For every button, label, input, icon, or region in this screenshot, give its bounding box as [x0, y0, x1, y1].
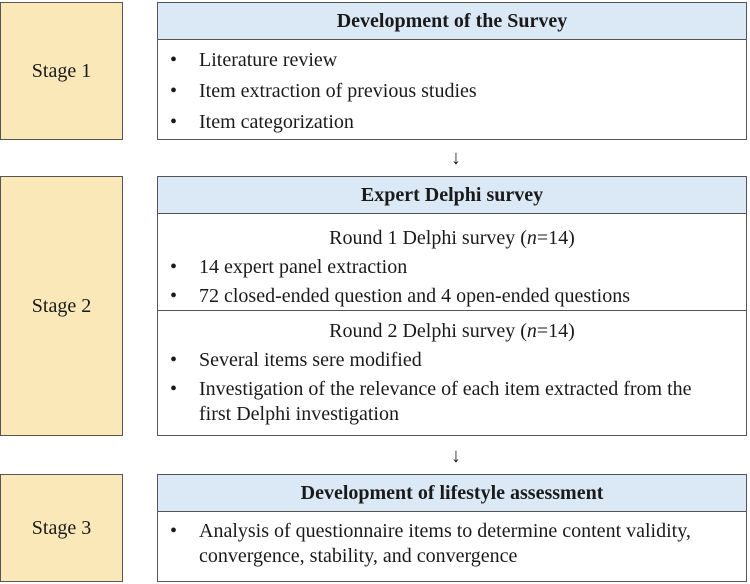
round-2-section	[158, 310, 746, 427]
round-2-title: Round 2 Delphi survey (n=14)	[329, 320, 575, 342]
stage-3-label: Stage 3	[31, 516, 92, 539]
round-1-title: Round 1 Delphi survey (n=14)	[329, 227, 575, 249]
panel-2-title: Expert Delphi survey	[158, 177, 746, 214]
panel-3-list	[158, 512, 746, 569]
list-item: • Item extraction of previous studies	[158, 79, 746, 104]
list-item: • Item categorization	[158, 110, 746, 135]
down-arrow-icon: ↓	[451, 147, 461, 169]
panel-lifestyle-assessment	[157, 474, 747, 582]
list-item: • Several items sere modified	[158, 348, 746, 373]
down-arrow-icon: ↓	[451, 445, 461, 467]
list-item: • Analysis of questionnaire items to determine content validity, convergence, stability, and convergence	[158, 519, 746, 569]
stage-3-box	[0, 474, 123, 582]
list-item: • 72 closed-ended question and 4 open-ended questions	[158, 284, 746, 309]
list-item: • Investigation of the relevance of each item extracted from the first Delphi investigation	[158, 377, 746, 427]
stage-2-box	[0, 176, 123, 436]
stage-2-label: Stage 2	[31, 294, 92, 317]
list-item: • Literature review	[158, 48, 746, 73]
panel-development-survey	[157, 2, 747, 140]
panel-1-list	[158, 40, 746, 135]
list-item: • 14 expert panel extraction	[158, 255, 746, 280]
round-1-list	[158, 255, 746, 309]
panel-1-title: Development of the Survey	[158, 3, 746, 40]
stage-1-label: Stage 1	[31, 59, 92, 82]
panel-3-title: Development of lifestyle assessment	[158, 475, 746, 512]
round-2-list	[158, 348, 746, 427]
stage-1-box	[0, 2, 123, 140]
panel-expert-delphi	[157, 176, 747, 436]
round-1-section	[158, 214, 746, 310]
